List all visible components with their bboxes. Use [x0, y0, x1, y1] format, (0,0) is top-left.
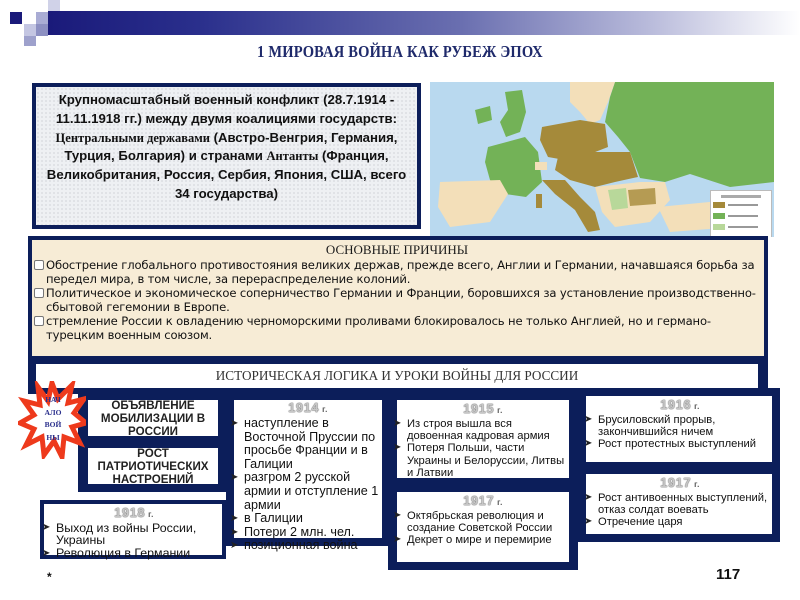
year-1914-block — [230, 396, 386, 553]
definition-text-2: (Австро-Венгрия, Германия, Турция, Болгария) и странами — [64, 129, 398, 164]
year-label: 1917 г. — [660, 475, 700, 490]
arrow-bullet-icon: ➤ — [42, 547, 51, 559]
war-start-label: НАЧ АЛО ВОЙ НЫ — [44, 395, 62, 442]
arrow-bullet-icon: ➤ — [393, 418, 402, 429]
checkbox-bullet-icon — [34, 288, 44, 298]
lessons-title: ИСТОРИЧЕСКАЯ ЛОГИКА И УРОКИ ВОЙНЫ ДЛЯ РОССИИ — [36, 364, 758, 388]
decor-square — [36, 24, 48, 36]
event-item: ➤ Брусиловский прорыв, закончившийся ничем — [584, 414, 716, 439]
arrow-bullet-icon: ➤ — [230, 513, 239, 525]
event-item: ➤ Отречение царя — [584, 516, 683, 529]
main-causes-box — [28, 236, 768, 360]
arrow-bullet-icon: ➤ — [584, 414, 593, 425]
checkbox-bullet-icon — [34, 260, 44, 270]
cause-item: стремление России к овладению черноморскими проливами блокировалось не только Англией, но и германо-турецким военным союзом. — [34, 314, 760, 342]
year-label: 1918 г. — [114, 505, 154, 520]
event-item: ➤ Рост протестных выступлений — [584, 438, 757, 451]
definition-text-1: Крупномасштабный военный конфликт (28.7.1914 - 11.11.1918 гг.) между двумя коалициями государств: — [55, 92, 398, 126]
year-1918-block — [40, 500, 226, 559]
event-item: ➤ Из строя вышла вся довоенная кадровая армия — [393, 418, 550, 443]
event-item: ➤ разгром 2 русской армии и отступление 1 армии — [230, 470, 379, 512]
event-item: ➤ Потеря Польши, части Украины и Белоруссии, Литвы и Латвии — [393, 442, 565, 479]
year-1917-abdication-block — [582, 470, 776, 538]
event-item: ➤ в Галиции — [230, 511, 303, 526]
year-label: 1916 г. — [660, 397, 700, 412]
event-item: ➤ Революция в Германии — [42, 545, 191, 560]
arrow-bullet-icon: ➤ — [230, 540, 239, 552]
central-powers-label: Центральными державами — [55, 130, 210, 145]
event-item: ➤ Рост антивоенных выступлений, отказ солдат воевать — [584, 492, 768, 517]
arrow-bullet-icon: ➤ — [584, 516, 593, 528]
definition-text-3: (Франция, Великобритания, Россия, Сербия, Япония, США, всего 34 государства) — [46, 148, 407, 201]
slide-title: 1 МИРОВАЯ ВОЙНА КАК РУБЕЖ ЭПОХ — [257, 42, 543, 61]
arrow-bullet-icon: ➤ — [230, 472, 239, 484]
header-gradient-bar — [48, 11, 800, 35]
legend-swatch-central — [713, 202, 725, 208]
footer-mark: * — [47, 570, 52, 584]
definition-box — [32, 83, 421, 229]
cause-item: Обострение глобального противостояния великих держав, прежде всего, Англии и Германии, начавшаяся борьба за передел мира, в том числе, за перераспределение колоний. — [34, 258, 760, 286]
legend-swatch-entente — [713, 213, 725, 219]
year-1917-revolution-block — [393, 488, 573, 566]
arrow-bullet-icon: ➤ — [584, 492, 593, 503]
entente-label: Антанты — [266, 149, 319, 164]
event-item: ➤ Декрет о мире и перемирие — [393, 534, 552, 547]
arrow-bullet-icon: ➤ — [42, 522, 51, 533]
arrow-bullet-icon: ➤ — [393, 442, 402, 454]
event-item: ➤ Выход из войны России, Украины — [42, 521, 197, 548]
mobilization-block: ОБЪЯВЛЕНИЕ МОБИЛИЗАЦИИ В РОССИИ — [84, 396, 222, 440]
bulgaria-region — [628, 188, 656, 206]
cause-item: Политическое и экономическое соперничество Германии и Франции, боровшихся за установление производственно-сбытовой гегемонии в Европе. — [34, 286, 760, 314]
arrow-bullet-icon: ➤ — [393, 510, 402, 521]
patriotism-block: РОСТ ПАТРИОТИЧЕСКИХ НАСТРОЕНИЙ — [84, 444, 222, 488]
arrow-bullet-icon: ➤ — [230, 526, 239, 538]
legend-swatch-allies — [713, 224, 725, 230]
causes-title: ОСНОВНЫЕ ПРИЧИНЫ — [325, 242, 469, 257]
year-1915-block — [393, 396, 573, 482]
event-item: ➤ Октябрьская революция и создание Советской России — [393, 510, 553, 535]
year-label: 1917 г. — [463, 493, 503, 508]
checkbox-bullet-icon — [34, 316, 44, 326]
year-1916-block — [582, 392, 776, 466]
event-item: ➤ позиционная война — [230, 538, 358, 553]
decor-square — [24, 24, 36, 36]
decor-square — [10, 12, 22, 24]
decor-square — [24, 36, 36, 46]
europe-1914-map — [430, 82, 774, 237]
year-label: 1914 г. — [288, 400, 328, 415]
arrow-bullet-icon: ➤ — [393, 534, 402, 546]
event-item: ➤ наступление в Восточной Пруссии по просьбе Франции и в Галиции — [230, 416, 376, 471]
decor-square — [36, 12, 48, 24]
page-number: 117 — [716, 566, 741, 583]
arrow-bullet-icon: ➤ — [584, 438, 593, 450]
year-label: 1915 г. — [463, 401, 503, 416]
event-item: ➤ Потери 2 млн. чел. — [230, 524, 355, 539]
map-legend — [710, 190, 772, 237]
arrow-bullet-icon: ➤ — [230, 418, 239, 429]
